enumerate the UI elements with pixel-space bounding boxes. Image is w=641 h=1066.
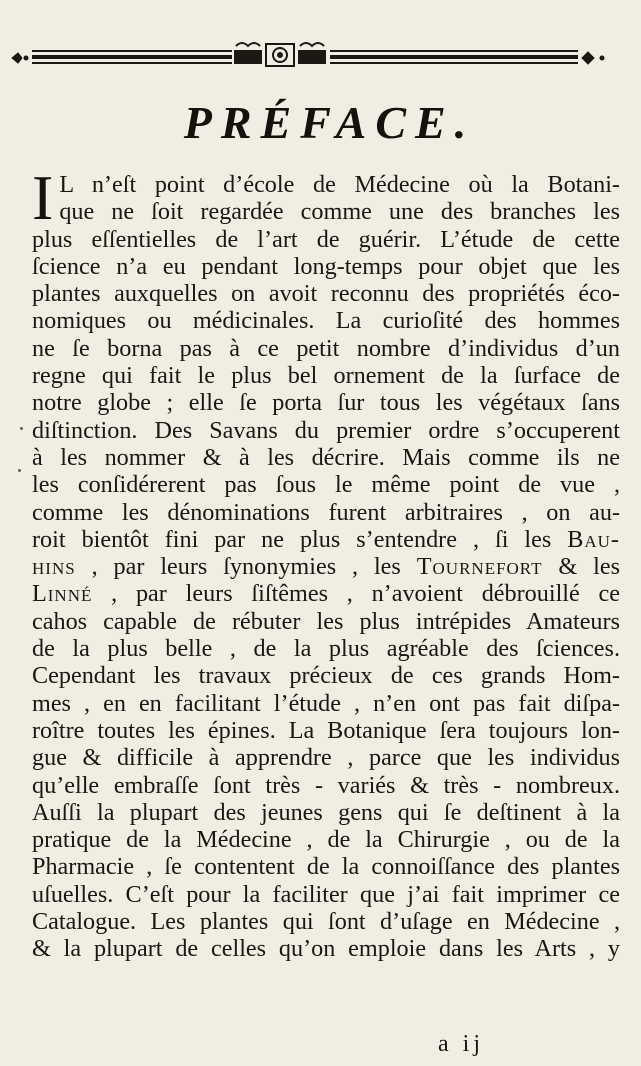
drop-cap: I: [32, 162, 54, 233]
text-line: ſcience n’a eu pendant long-temps pour objet que les: [32, 252, 620, 280]
text-line: uſuelles. C’eſt pour la faciliter que j’ai fait imprimer ce: [32, 880, 620, 908]
text-segment: roit bientôt fini par ne plus s’entendre , ſi les: [32, 525, 568, 553]
text-line: & la plupart de celles qu’on emploie dans les Arts , y: [32, 935, 620, 963]
text-line: pratique de la Médecine , de la Chirurgie , ou de la: [32, 826, 620, 854]
text-line: Cependant les travaux précieux de ces grands Hom-: [32, 662, 620, 690]
author-name-linne: Linné: [32, 580, 93, 608]
text-line: nomiques ou médicinales. La curioſité des hommes: [32, 307, 620, 335]
text-line: Auſſi la plupart des jeunes gens qui ſe deſtinent à la: [32, 798, 620, 826]
text-line: gue & difficile à apprendre , parce que les individus: [32, 744, 620, 772]
text-segment: , par leurs ſiſtêmes , n’avoient débrouillé ce: [92, 580, 620, 608]
ornamental-headband-icon: [8, 36, 610, 70]
text-segment: & les: [542, 553, 621, 581]
text-line: ne ſe borna pas à ce petit nombre d’individus d’un: [32, 334, 620, 362]
text-line: cahos capable de rébuter les plus intrépides Amateurs: [32, 607, 620, 635]
margin-speck: [20, 427, 23, 430]
text-line: les conſidérerent pas ſous le même point de vue ,: [32, 471, 620, 499]
text-line: Pharmacie , ſe contentent de la connoiſſance des plantes: [32, 853, 620, 881]
text-line: [32, 580, 620, 607]
text-line: mes , en en facilitant l’étude , n’en ont pas fait diſpa-: [32, 689, 620, 717]
text-line: [32, 553, 620, 580]
text-line: Catalogue. Les plantes qui ſont d’uſage en Médecine ,: [32, 908, 620, 936]
preface-body: [32, 162, 621, 963]
text-line: que ne ſoit regardée comme une des branches les: [59, 198, 620, 226]
text-line: à les nommer & à les décrire. Mais comme ils ne: [32, 443, 620, 471]
author-name-bauhins-cont: hins: [32, 553, 76, 581]
author-name-tournefort: Tournefort: [416, 553, 543, 581]
text-line: comme les dénominations furent arbitraires , on au-: [32, 498, 620, 526]
text-segment: , par leurs ſynonymies , les: [75, 553, 417, 581]
text-line: [32, 526, 620, 553]
text-line: plantes auxquelles on avoit reconnu des propriétés éco-: [32, 280, 620, 308]
text-line: L n’eſt point d’école de Médecine où la Botani-: [59, 171, 620, 198]
text-line: plus eſſentielles de l’art de guérir. L’étude de cette: [32, 225, 620, 253]
text-line: diſtinction. Des Savans du premier ordre s’occuperent: [32, 416, 620, 444]
text-line: regne qui fait le plus bel ornement de la ſurface de: [32, 362, 620, 390]
text-line: qu’elle embraſſe ſont très - variés & très - nombreux.: [32, 771, 620, 799]
page-title: PRÉFACE.: [183, 97, 476, 148]
text-line: notre globe ; elle ſe porta ſur tous les végétaux ſans: [32, 389, 620, 417]
text-line: de la plus belle , de la plus agréable des ſciences.: [32, 635, 620, 663]
margin-speck: [18, 469, 21, 472]
text-line: roître toutes les épines. La Botanique ſera toujours lon-: [32, 716, 620, 744]
author-name-bauhins: Bau-: [567, 525, 620, 553]
signature-mark: a ij: [438, 1031, 484, 1057]
